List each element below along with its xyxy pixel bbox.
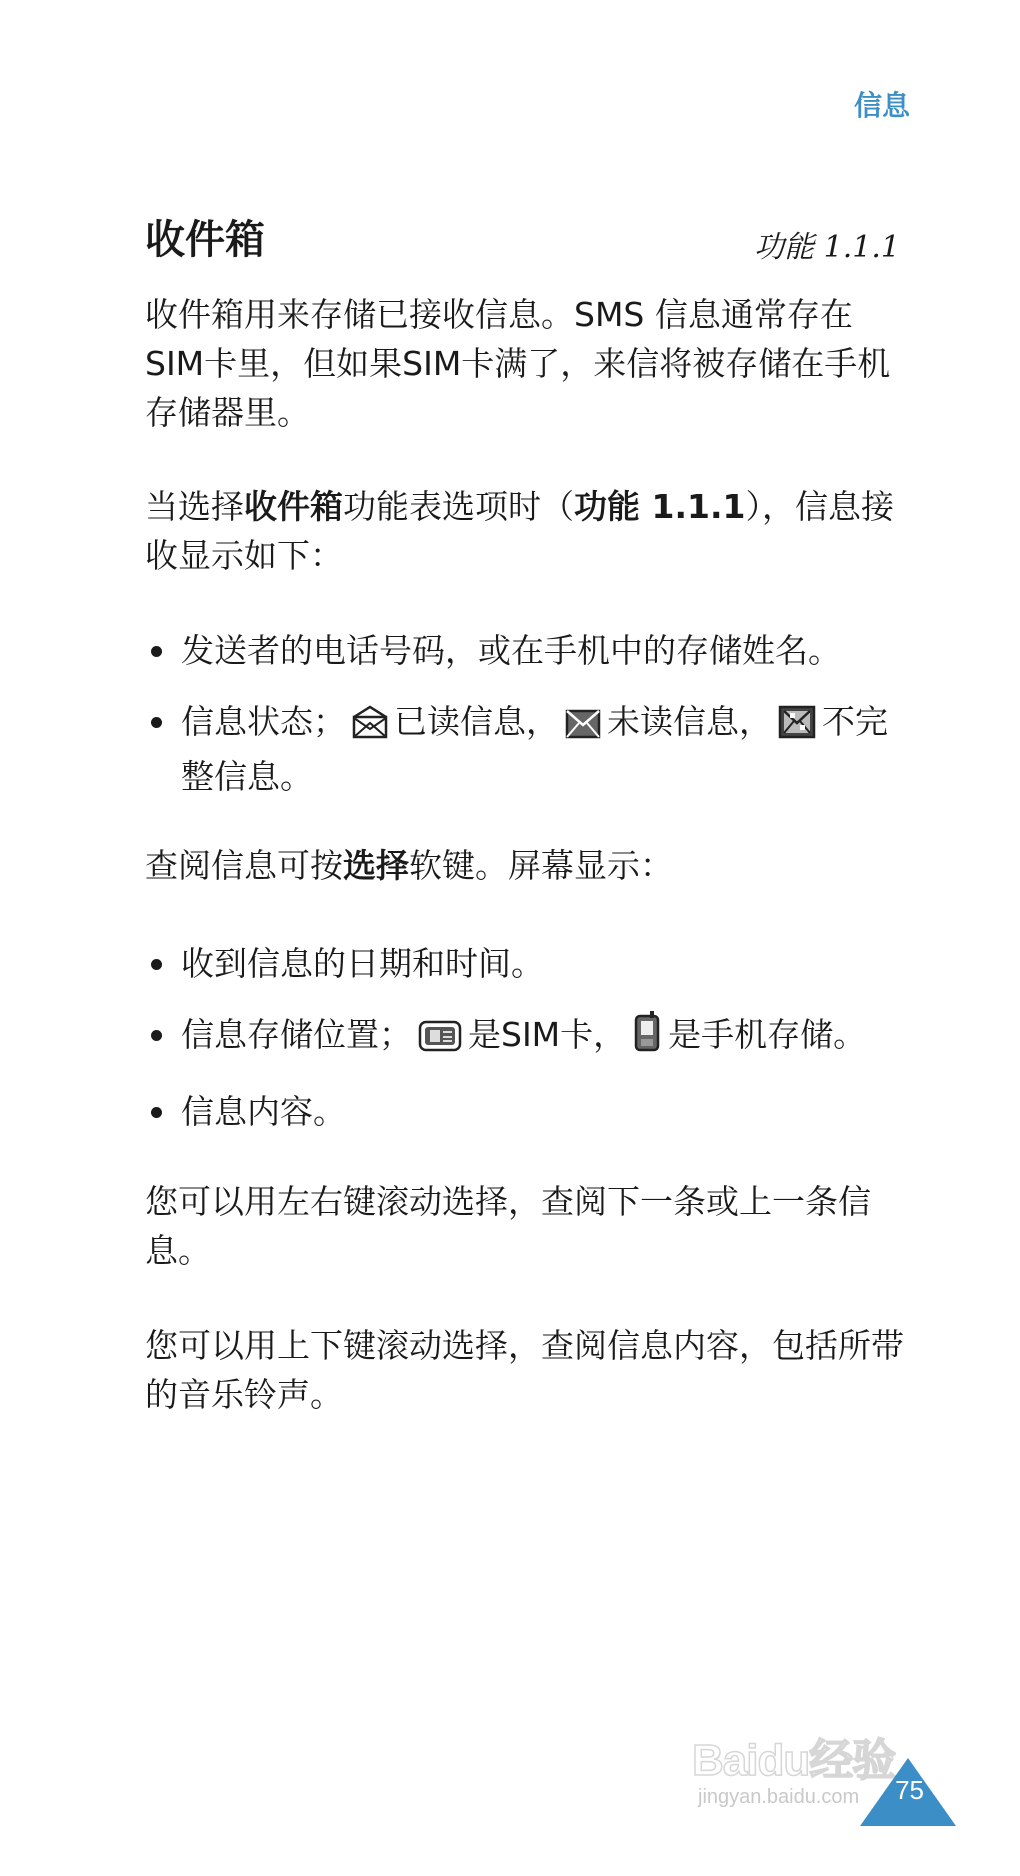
text: ），信息接收显示如下： (145, 487, 894, 575)
watermark-brand: Baidu经验 (692, 1736, 896, 1785)
list-item-text: 是手机存储。 (668, 1015, 867, 1054)
scroll-up-down-paragraph: 您可以用上下键滚动选择，查阅信息内容，包括所带的音乐铃声。 (145, 1326, 904, 1414)
list-item (145, 697, 905, 801)
text: 功能表选项时（ (343, 487, 574, 526)
watermark-url: jingyan.baidu.com (698, 1786, 860, 1808)
list-item-text: 未读信息， (607, 702, 772, 741)
list-item-text: 信息内容。 (181, 1092, 346, 1131)
screen-list (145, 939, 905, 1136)
bold-term: 功能 1.1.1 (574, 487, 746, 526)
sim-card-icon (418, 1016, 462, 1065)
bold-term: 收件箱 (244, 487, 343, 526)
selection-paragraph (145, 482, 905, 580)
list-item-text: 已读信息， (394, 702, 559, 741)
unread-message-icon (565, 703, 601, 752)
list-item-text: 信息存储位置； (181, 1015, 412, 1054)
bold-term: 选择 (343, 846, 409, 885)
list-item (145, 939, 905, 988)
read-message-icon (352, 703, 388, 752)
phone-memory-icon (632, 1010, 662, 1065)
title-row (145, 208, 900, 264)
list-item-text: 收到信息的日期和时间。 (181, 944, 544, 983)
list-item-text: 信息状态； (181, 702, 346, 741)
view-paragraph (145, 841, 905, 890)
text: 当选择 (145, 487, 244, 526)
list-item-text: 是SIM卡， (468, 1015, 627, 1054)
page-title: 收件箱 (145, 217, 265, 263)
list-item-text: 不完整信息。 (181, 702, 888, 796)
list-item (145, 1087, 905, 1136)
incomplete-message-icon (778, 703, 816, 752)
page-number: 75 (895, 1775, 924, 1805)
text: 软键。屏幕显示： (409, 846, 673, 885)
list-item-text: 发送者的电话号码，或在手机中的存储姓名。 (181, 631, 841, 670)
section-header: 信息 (853, 89, 910, 122)
display-list (145, 626, 905, 801)
intro-paragraph: 收件箱用来存储已接收信息。SMS 信息通常存在SIM卡里，但如果SIM卡满了，来信将被存储在手机存储器里。 (145, 295, 891, 432)
scroll-left-right-paragraph: 您可以用左右键滚动选择，查阅下一条或上一条信息。 (145, 1182, 871, 1270)
function-number: 功能 1.1.1 (754, 230, 900, 265)
list-item (145, 626, 905, 675)
text: 查阅信息可按 (145, 846, 343, 885)
list-item (145, 1010, 905, 1065)
